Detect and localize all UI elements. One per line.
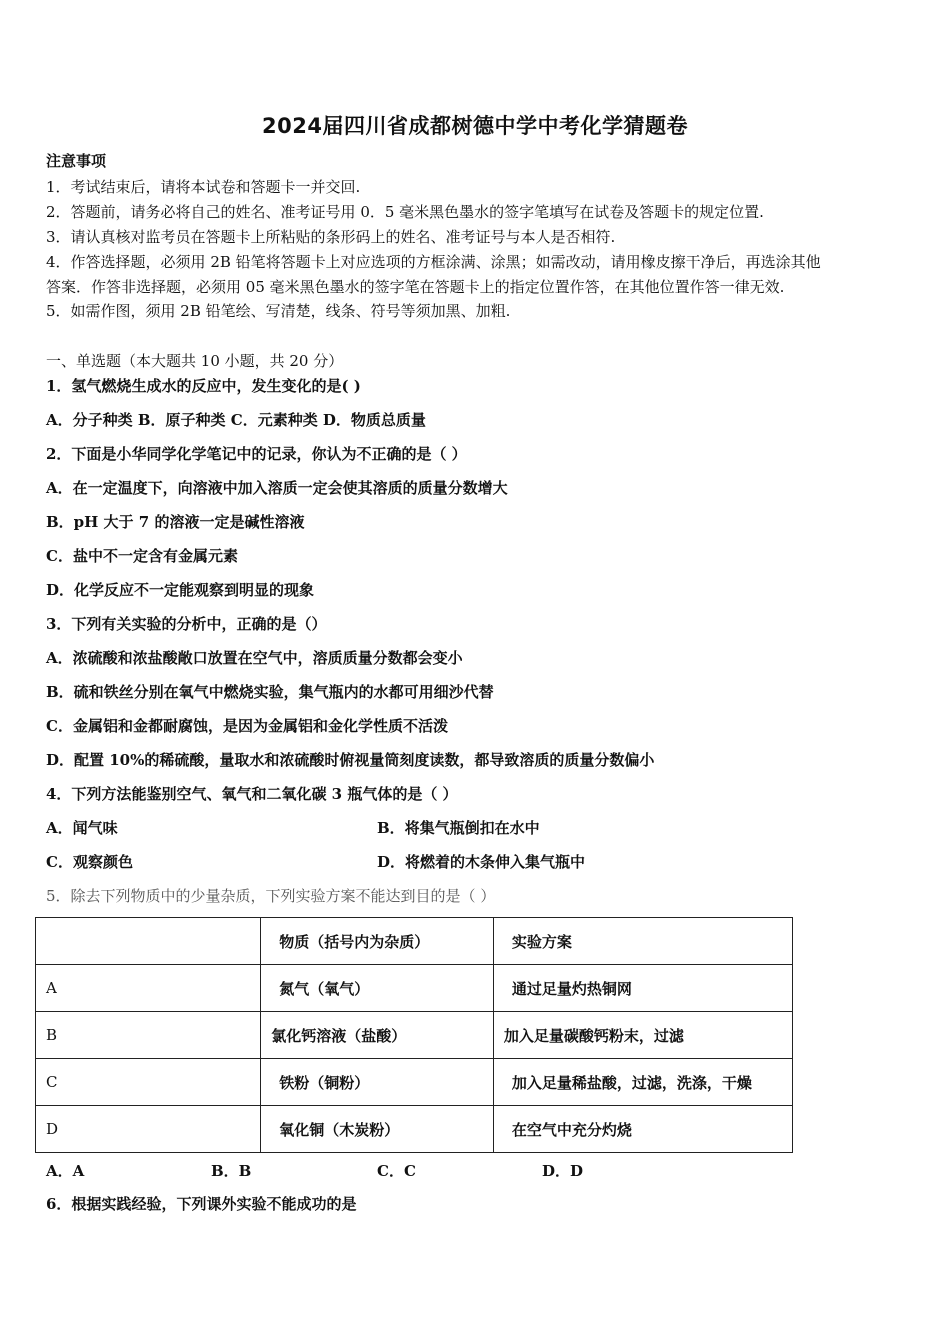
- question-2-option-a: A．在一定温度下，向溶液中加入溶质一定会使其溶质的质量分数增大: [46, 479, 508, 497]
- table-cell-option: C: [36, 1059, 261, 1106]
- table-cell-substance: 铁粉（铜粉）: [261, 1059, 494, 1106]
- table-row: [36, 965, 793, 1012]
- question-3-option-b: B．硫和铁丝分别在氧气中燃烧实验，集气瓶内的水都可用细沙代替: [46, 683, 494, 701]
- question-6-stem: 6．根据实践经验，下列课外实验不能成功的是: [46, 1195, 357, 1213]
- question-4-option-d: D．将燃着的木条伸入集气瓶中: [377, 853, 586, 871]
- question-5-option-c: C．C: [377, 1162, 416, 1180]
- table-cell-substance: 氮气（氧气）: [261, 965, 494, 1012]
- notice-item: 4．作答选择题，必须用 2B 铅笔将答题卡上对应选项的方框涂满、涂黑；如需改动，请用橡皮擦干净后，再选涂其他: [46, 253, 821, 271]
- table-cell-method: 在空气中充分灼烧: [493, 1106, 792, 1153]
- page-title: 2024届四川省成都树德中学中考化学猜题卷: [262, 114, 688, 138]
- table-cell-method: 通过足量灼热铜网: [493, 965, 792, 1012]
- question-3-stem: 3．下列有关实验的分析中，正确的是（）: [46, 615, 327, 633]
- question-3-option-c: C．金属铝和金都耐腐蚀，是因为金属铝和金化学性质不活泼: [46, 717, 448, 735]
- question-4-stem: 4．下列方法能鉴别空气、氧气和二氧化碳 3 瓶气体的是（ ）: [46, 785, 458, 803]
- table-cell-option: B: [36, 1012, 261, 1059]
- notice-heading: 注意事项: [46, 152, 107, 170]
- question-4-option-b: B．将集气瓶倒扣在水中: [377, 819, 540, 837]
- table-cell-method: 加入足量碳酸钙粉末，过滤: [493, 1012, 792, 1059]
- question-2-option-b: B．pH 大于 7 的溶液一定是碱性溶液: [46, 513, 305, 531]
- notice-item: 3．请认真核对监考员在答题卡上所粘贴的条形码上的姓名、准考证号与本人是否相符.: [46, 228, 616, 246]
- question-2-option-c: C．盐中不一定含有金属元素: [46, 547, 238, 565]
- notice-item: 5．如需作图，须用 2B 铅笔绘、写清楚，线条、符号等须加黑、加粗.: [46, 302, 511, 320]
- section-heading: 一、单选题（本大题共 10 小题，共 20 分）: [46, 352, 344, 370]
- question-3-option-d: D．配置 10%的稀硫酸，量取水和浓硫酸时俯视量筒刻度读数，都导致溶质的质量分数偏小: [46, 751, 655, 769]
- table-cell-substance: 氧化铜（木炭粉）: [261, 1106, 494, 1153]
- table-cell-option: D: [36, 1106, 261, 1153]
- notice-item: 2．答题前，请务必将自己的姓名、准考证号用 0．5 毫米黑色墨水的签字笔填写在试卷及答题卡的规定位置.: [46, 203, 764, 221]
- table-row: [36, 1012, 793, 1059]
- question-5-option-d: D．D: [542, 1162, 584, 1180]
- question-2-option-d: D．化学反应不一定能观察到明显的现象: [46, 581, 315, 599]
- question-5-option-a: A．A: [46, 1162, 85, 1180]
- notice-item: 答案．作答非选择题，必须用 05 毫米黑色墨水的签字笔在答题卡上的指定位置作答，在其他位置作答一律无效.: [46, 278, 785, 296]
- table-header-cell: [36, 918, 261, 965]
- question-1-stem: 1．氢气燃烧生成水的反应中，发生变化的是( ): [46, 377, 361, 395]
- question-3-option-a: A．浓硫酸和浓盐酸敞口放置在空气中，溶质质量分数都会变小: [46, 649, 463, 667]
- notice-item: 1．考试结束后，请将本试卷和答题卡一并交回.: [46, 178, 361, 196]
- question-4-option-c: C．观察颜色: [46, 853, 133, 871]
- table-cell-method: 加入足量稀盐酸，过滤，洗涤，干燥: [493, 1059, 792, 1106]
- question-4-option-a: A．闻气味: [46, 819, 118, 837]
- table-row: [36, 1059, 793, 1106]
- table-cell-option: A: [36, 965, 261, 1012]
- table-header-row: [36, 918, 793, 965]
- table-cell-substance: 氯化钙溶液（盐酸）: [261, 1012, 494, 1059]
- question-1-options: A．分子种类 B．原子种类 C．元素种类 D．物质总质量: [46, 411, 426, 429]
- table-header-cell: 物质（括号内为杂质）: [261, 918, 494, 965]
- question-5-table: [35, 917, 793, 1153]
- question-5-stem: 5．除去下列物质中的少量杂质，下列实验方案不能达到目的是（ ）: [46, 887, 496, 905]
- table-row: [36, 1106, 793, 1153]
- table-header-cell: 实验方案: [493, 918, 792, 965]
- question-2-stem: 2．下面是小华同学化学笔记中的记录，你认为不正确的是（ ）: [46, 445, 467, 463]
- question-5-option-b: B．B: [211, 1162, 252, 1180]
